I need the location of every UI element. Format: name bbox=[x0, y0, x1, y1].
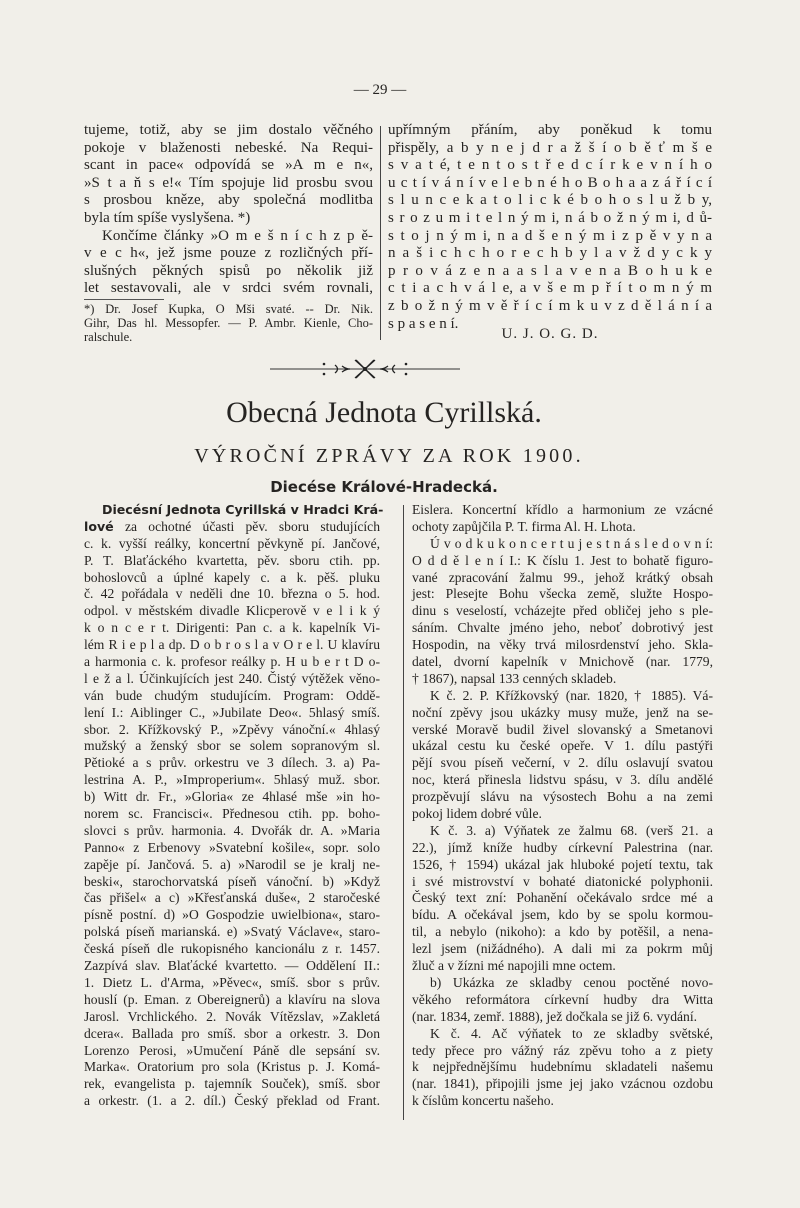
text-line: odpol. v městském divadle Klicperově v e l i k ý bbox=[84, 603, 380, 619]
text-line: bídu. A očekával jsem, kdo by se spolu kormou- bbox=[412, 907, 713, 923]
line-text: za ochotné účasti pěv. sboru studujících bbox=[113, 518, 380, 534]
text-line: *) Dr. Josef Kupka, O Mši svaté. -- Dr. Nik. bbox=[84, 302, 373, 316]
text-line: houslí (p. Eman. z Obereignerů) a klavíru na slova bbox=[84, 991, 380, 1007]
text-line: č. 42 pořádala v neděli dne 10. března o 5. hod. bbox=[84, 586, 380, 602]
text-line: ochoty zapůjčila P. T. firma Al. H. Lhota. bbox=[412, 518, 636, 534]
text-line: c. k. vyšší reálky, koncertní pěvkyně pí. Jančové, bbox=[84, 535, 380, 551]
text-line: K č. 2. P. Křížkovský (nar. 1820, † 1885). Vá- bbox=[430, 687, 713, 703]
text-line: i své mistrovství v bohaté diatonické polyphonii. bbox=[412, 873, 713, 889]
text-line: pokoj lidem dobré vůle. bbox=[412, 806, 542, 822]
column-divider bbox=[403, 505, 404, 1120]
text-line: lezl jsem (nižádného). A dali mi za pokrm můj bbox=[412, 941, 713, 957]
footnote-rule bbox=[84, 299, 164, 300]
paragraph bbox=[388, 122, 712, 333]
top-left-column bbox=[84, 122, 373, 298]
text-line: a orkestr. (1. a 2. díl.) Český překlad od Frant. bbox=[84, 1093, 380, 1109]
text-line bbox=[84, 519, 380, 536]
text-line: 22.), jímž kníže hudby církevní Palestrina (nar. bbox=[412, 839, 713, 855]
text-line: žluč a v žízni mé napojili mne octem. bbox=[412, 958, 616, 974]
text-line: polská píseň marianská. e) »Svatý Václave«, staro- bbox=[84, 924, 380, 940]
text-line: čas přišel« a c) »Křesťanská duše«, 2 staročeské bbox=[84, 890, 380, 906]
text-line: noční zpěvy jsou ukázky musy muže, jenž na se- bbox=[412, 704, 713, 720]
top-right-column bbox=[388, 122, 712, 333]
text-line: s prosbou kněze, aby společná modlitba bbox=[84, 192, 373, 209]
text-line: zapěje pí. Jančová. 5. a) »Narodil se je kralj ne- bbox=[84, 856, 380, 872]
text-line: O d d ě l e n í I.: K číslu 1. Jest to bohatě figuro- bbox=[412, 552, 713, 568]
ornament-divider-icon bbox=[270, 356, 460, 382]
text-line: s r o z u m i t e l n ý m i, n á b o ž n ý m i, d ů- bbox=[388, 209, 712, 226]
text-line: ván bude chudým studujícím. Program: Oddě- bbox=[84, 687, 380, 703]
text-line: c t i a c h v á l e, a v š e m p ř í t o m n ý m bbox=[388, 280, 712, 297]
paragraph bbox=[84, 228, 373, 298]
paragraph bbox=[84, 502, 384, 1110]
text-line: ralschule. bbox=[84, 330, 133, 344]
bottom-right-column bbox=[412, 502, 713, 1110]
text-line: b) Ukázka ze skladby cenou poctěné novo- bbox=[430, 974, 713, 990]
text-line: k o n c e r t. Dirigenti: Pan c. a k. kapelník Vi- bbox=[84, 620, 380, 636]
text-line: k nejpřednějšímu hudebnímu skladateli našemu bbox=[412, 1059, 713, 1075]
text-line: Ú v o d k u k o n c e r t u j e s t n á s l e d o v n í: bbox=[430, 535, 713, 551]
text-line: l e ž a l. Účinkujících jest 240. Čistý výtěžek věno- bbox=[84, 670, 380, 686]
text-line: slušných pěkných spisů po několik již bbox=[84, 262, 373, 279]
bold-lead: Diecésní Jednota Cyrillská v Hradci Krá- bbox=[102, 502, 384, 517]
text-line: »S t a ň s e!« Tím spojuje lid prosbu svou bbox=[84, 174, 373, 191]
text-line: prozpěvují slávu na výsostech Bohu a na zemi bbox=[412, 789, 713, 805]
text-line: písně postní. d) »O Gospodzie uwielbiona«, staro- bbox=[84, 907, 380, 923]
text-line: dinu s veselostí, vcházejte před obličej jeho s ple- bbox=[412, 603, 713, 619]
text-line: věkého reformátora církevní hudby dra Witta bbox=[412, 991, 713, 1007]
text-line: (nar. 1834, zemř. 1888), jež dočkala se již 6. vydání. bbox=[412, 1008, 697, 1024]
text-line: s v a t é, t e n t o s t ř e d c í r k e v n í h o bbox=[388, 157, 712, 174]
text-line: † 1867), napsal 133 cenných skladeb. bbox=[412, 670, 617, 686]
text-line: Eislera. Koncertní křídlo a harmonium ze vzácné bbox=[412, 502, 713, 517]
text-line: Jarosl. Vrchlického. 2. Novák Vítězslav, »Zakletá bbox=[84, 1008, 380, 1024]
text-line: Zazpívá slav. Blaťácké kvartetto. — Oddělení II.: bbox=[84, 958, 380, 974]
paragraph bbox=[84, 122, 373, 228]
text-line: 1. Dietz L. d'Arma, »Pěvec«, smíš. sbor s prův. bbox=[84, 974, 380, 990]
page-title: Obecná Jednota Cyrillská. bbox=[226, 396, 542, 429]
text-line: přispěly, a b y n e j d r a ž š í o b ě ť m š e bbox=[388, 139, 712, 156]
text-line: beski«, starochorvatská píseň vánoční. b) »Když bbox=[84, 873, 380, 889]
paragraph bbox=[412, 536, 713, 688]
text-line: pokoje v blaženosti nebeské. Na Requi- bbox=[84, 139, 373, 156]
text-line: Hospodin, na věky trvá milosrdenství jeho. Skla- bbox=[412, 637, 713, 653]
text-line: lém R i e p l a dp. D o b r o s l a v O r e l. U klavíru bbox=[84, 637, 380, 653]
text-line: noc, která přinesla lidstvu spásu, v 3. dílu andělé bbox=[412, 772, 713, 788]
paragraph bbox=[84, 302, 373, 344]
page-number: — 29 — bbox=[353, 82, 407, 98]
text-line: b) Witt dr. Fr., »Gloria« ze 4hlasé mše »in ho- bbox=[84, 789, 380, 805]
text-line: Panno« z Erbenovy »Svatební košile«, sopr. solo bbox=[84, 839, 380, 855]
text-line: Lorenzo Perosi, »Umučení Páně dle sepsání sv. bbox=[84, 1042, 380, 1058]
text-line: s t o j n ý m i, n a d š e n ý m i z p ě v y n a bbox=[388, 227, 712, 244]
text-line: datel, dvorní kapelník v Mnichově (nar. 1779, bbox=[412, 654, 713, 670]
text-line: K č. 4. Ač výňatek to ze skladby světské, bbox=[430, 1025, 713, 1041]
text-line: tujeme, totiž, aby se jim dostalo věčného bbox=[84, 122, 373, 138]
text-line: mužský a ženský sbor se solem sopranovým sl. bbox=[84, 738, 380, 754]
text-line: til, a nebylo (nikoho): a kdo by potěšil, a nena- bbox=[412, 924, 713, 940]
section-heading: Diecése Králové-Hradecká. bbox=[270, 478, 498, 496]
paragraph bbox=[412, 1026, 713, 1110]
text-line: byla tím spíše vyslyšena. *) bbox=[84, 209, 251, 226]
text-line: a harmonia c. k. profesor reálky p. H u b e r t D o- bbox=[84, 654, 380, 670]
bold-lead: lové bbox=[84, 518, 114, 534]
text-line: Marka«. Oratorium pro sola (Kristus p. J. Komá- bbox=[84, 1059, 380, 1075]
text-line: dcera«. Ballada pro smíš. sbor a orkestr. 3. Don bbox=[84, 1025, 380, 1041]
text-line: p r o v á z e n a a s l a v e n a B o h u k e bbox=[388, 262, 712, 279]
text-line: s p a s e n í. bbox=[388, 315, 459, 332]
text-line bbox=[84, 502, 384, 519]
text-line: sbor. 2. Křížkovský P., »Zpěvy vánoční.« 4hlasý bbox=[84, 721, 380, 737]
subtitle: VÝROČNÍ ZPRÁVY ZA ROK 1900. bbox=[194, 445, 584, 467]
text-line: verské Moravě budil živel slovanský a Smetanovi bbox=[412, 721, 713, 737]
text-line: rek, evangelista p. tajemník Souček), smíš. sbor bbox=[84, 1076, 380, 1092]
paragraph bbox=[412, 975, 713, 1026]
text-line: vané zpracování žalmu 99., jehož krátký obsah bbox=[412, 569, 713, 585]
text-line: slovci s prův. harmonia. 4. Dvořák dr. A. »Maria bbox=[84, 822, 380, 838]
text-line: Pětioké a s prův. orkestru ve 3 dílech. 3. a) Pa- bbox=[84, 755, 380, 771]
text-line: Gihr, Das hl. Messopfer. — P. Ambr. Kienle, Cho- bbox=[84, 316, 373, 330]
text-line: tedy přece pro vážný ráz zpěvu toho a z piety bbox=[412, 1042, 713, 1058]
text-line: (nar. 1841), připojili jsme jej jako vzácnou ozdobu bbox=[412, 1076, 713, 1092]
bottom-left-column bbox=[84, 502, 384, 1110]
signature: U. J. O. G. D. bbox=[501, 326, 599, 342]
footnote bbox=[84, 302, 373, 344]
paragraph bbox=[412, 688, 713, 823]
text-line: norem sc. Francisci«. Přednesou ctih. pp. boho- bbox=[84, 806, 380, 822]
text-line: česká píseň dle rukopisného kancionálu z r. 1457. bbox=[84, 941, 380, 957]
text-line: scant in pace« odpovídá se »A m e n«, bbox=[84, 157, 373, 174]
text-line: pějí svou píseň večerní, v 2. dílu oslavují svatou bbox=[412, 755, 713, 771]
text-line: ukázal cestu ku české opeře. V 1. dílu pastýři bbox=[412, 738, 713, 754]
text-line: K č. 3. a) Výňatek ze žalmu 68. (verš 21. a bbox=[430, 822, 713, 838]
text-line: jest: Plesejte Bohu všecka země, služte Hospo- bbox=[412, 586, 713, 602]
paragraph bbox=[412, 502, 713, 536]
text-line: Končíme články »O m e š n í c h z p ě- bbox=[102, 227, 373, 244]
text-line: 1526, † 1594) ukázal jak hluboké pojetí textu, tak bbox=[412, 856, 713, 872]
text-line: bohoslovců a úplné kapely c. a k. pěš. pluku bbox=[84, 569, 380, 585]
text-line: n a š i c h c h o r e c h b y l a v ž d y c k y bbox=[388, 245, 712, 262]
text-line: let sestavovali, ale v srdci svém rovnali, bbox=[84, 280, 373, 297]
text-line: upřímným přáním, aby poněkud k tomu bbox=[388, 122, 712, 138]
text-line: v e c h«, jež jsme pouze z rozličných pří- bbox=[84, 245, 373, 262]
text-line: Český text zní: Pohanění očekávalo srdce mé a bbox=[412, 890, 713, 906]
column-divider bbox=[380, 126, 381, 340]
text-line: u c t í v á n í v e l e b n é h o B o h a a z á ř í c í bbox=[388, 174, 712, 191]
paragraph bbox=[412, 823, 713, 975]
text-line: P. T. Blaťáckého kvartetta, pěv. sboru ctih. pp. bbox=[84, 552, 380, 568]
text-line: sáním. Chvalte jméno jeho, neboť dobrotivý jest bbox=[412, 620, 713, 636]
text-line: lení I.: Aiblinger C., »Jubilate Deo«. 5hlasý smíš. bbox=[84, 704, 380, 720]
text-line: lestrina A. P., »Improperium«. 5hlasý muž. sbor. bbox=[84, 772, 380, 788]
text-line: s l u n c e k a t o l i c k é b o h o s l u ž b y, bbox=[388, 192, 712, 209]
text-line: k číslům koncertu našeho. bbox=[412, 1093, 554, 1109]
text-line: z b o ž n ý m v ě ř í c í m k u v z d ě l á n í a bbox=[388, 297, 712, 314]
